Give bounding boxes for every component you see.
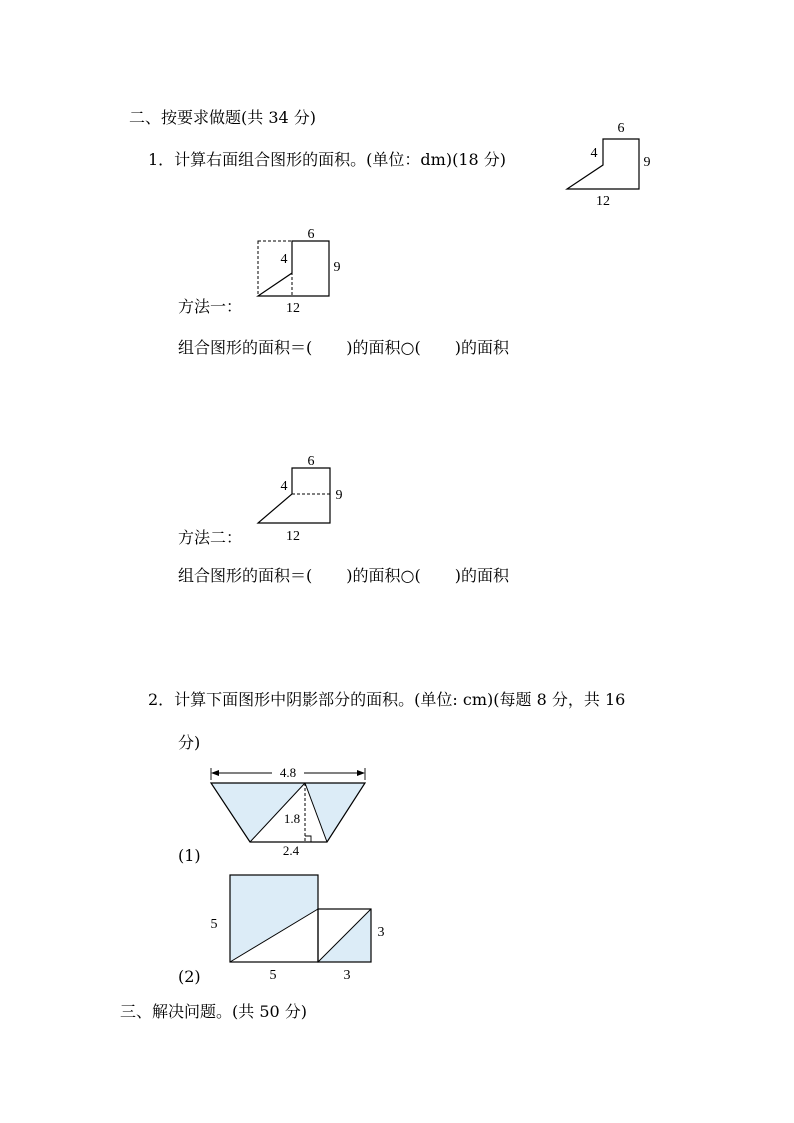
dim-top: 6 xyxy=(307,227,315,242)
dim-right: 9 xyxy=(335,488,343,503)
method-2-figure xyxy=(250,450,360,550)
method-1-dashed-square xyxy=(258,241,292,296)
bottom-left-label: 5 xyxy=(269,968,277,983)
formula-mid: )的面积○( xyxy=(346,566,421,585)
fig-2-label: (2) xyxy=(178,967,201,986)
formula-suffix: )的面积 xyxy=(454,338,509,357)
q2-figure-1-trapezoid xyxy=(200,760,380,860)
method-2-shape-outline xyxy=(258,468,330,523)
dim-left: 4 xyxy=(590,146,598,161)
composite-shape-outline xyxy=(567,139,639,189)
method-1-formula xyxy=(178,338,509,358)
method-1-label: 方法一： xyxy=(178,297,243,316)
section-2-heading: 二、按要求做题(共 34 分) xyxy=(129,108,317,127)
formula-prefix: 组合图形的面积＝( xyxy=(178,338,313,357)
formula-suffix: )的面积 xyxy=(454,566,509,585)
bottom-right-label: 3 xyxy=(343,968,351,983)
method-2-formula xyxy=(178,566,509,586)
dim-bottom: 12 xyxy=(596,194,610,209)
shaded-triangle-right xyxy=(305,783,365,842)
right-angle-mark xyxy=(305,836,311,842)
method-1-shape-outline xyxy=(258,241,329,296)
right-side-label: 3 xyxy=(377,925,385,940)
dim-left: 4 xyxy=(280,479,288,494)
dim-bottom: 12 xyxy=(286,301,300,316)
formula-mid: )的面积○( xyxy=(346,338,421,357)
shaded-large-square-region xyxy=(230,875,318,962)
q2-figure-2-squares xyxy=(200,865,400,990)
fig-1-label: (1) xyxy=(178,846,201,865)
question-2-text-line1: 2．计算下面图形中阴影部分的面积。(单位: cm)(每题 8 分，共 16 xyxy=(148,690,626,709)
bottom-label: 2.4 xyxy=(282,843,300,858)
method-1-figure xyxy=(250,220,360,320)
dim-right: 9 xyxy=(333,260,341,275)
dim-top: 6 xyxy=(617,121,625,136)
left-side-label: 5 xyxy=(210,917,218,932)
dim-left: 4 xyxy=(280,252,288,267)
dim-bottom: 12 xyxy=(286,529,300,544)
dim-right: 9 xyxy=(643,155,651,170)
question-1-text: 1．计算右面组合图形的面积。(单位：dm)(18 分) xyxy=(148,150,507,169)
method-2-label: 方法二： xyxy=(178,528,243,547)
height-label: 1.8 xyxy=(283,811,301,826)
dim-top: 6 xyxy=(307,454,315,469)
top-width-label: 4.8 xyxy=(279,765,297,780)
section-3-heading: 三、解决问题。(共 50 分) xyxy=(120,1002,308,1021)
formula-prefix: 组合图形的面积＝( xyxy=(178,566,313,585)
question-2-text-line2: 分) xyxy=(178,733,201,752)
q1-composite-figure xyxy=(560,115,660,215)
